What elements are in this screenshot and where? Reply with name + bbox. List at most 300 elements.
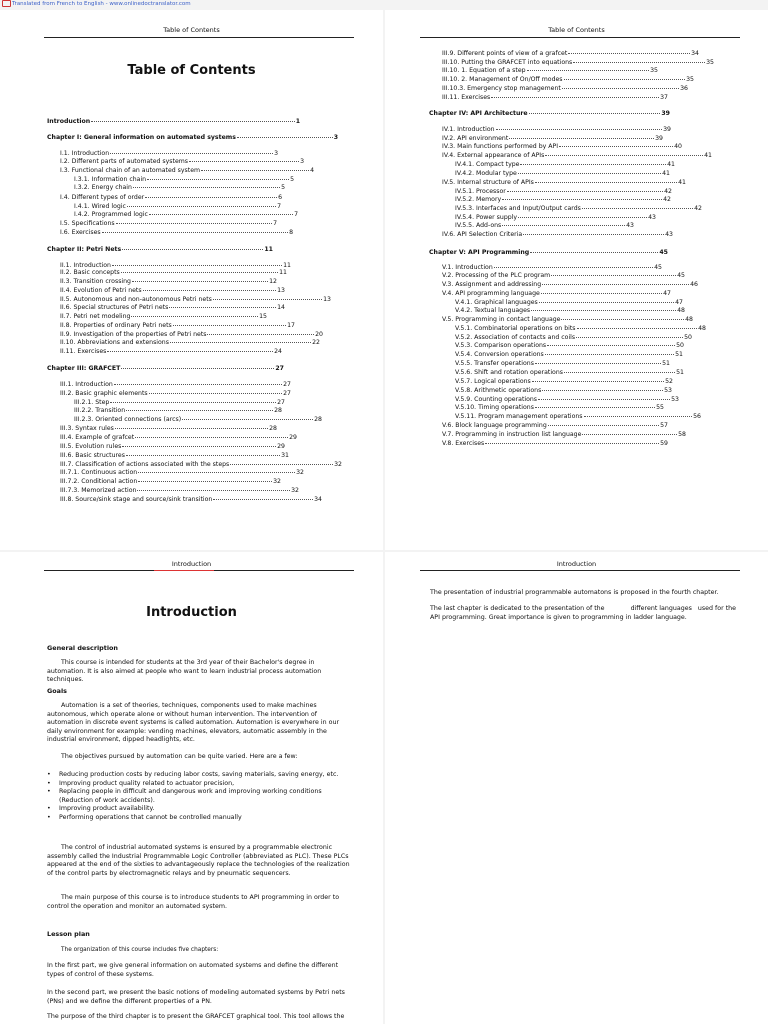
toc-page-number: 6 bbox=[278, 194, 282, 201]
toc-page-number: 27 bbox=[283, 381, 291, 388]
toc-page-number: 32 bbox=[273, 478, 281, 485]
toc-entry[interactable] bbox=[47, 118, 300, 125]
toc-entry[interactable] bbox=[60, 304, 285, 311]
toc-leader-dots bbox=[547, 345, 675, 346]
toc-entry[interactable] bbox=[442, 67, 658, 74]
toc-entry-title: I.3. Functional chain of an automated system bbox=[60, 167, 201, 174]
toc-entry-title: V.2. Processing of the PLC program bbox=[442, 272, 551, 279]
toc-page-number: 48 bbox=[685, 316, 693, 323]
toc-entry[interactable] bbox=[442, 440, 668, 447]
toc-page-number: 14 bbox=[277, 304, 285, 311]
toc-leader-dots bbox=[213, 499, 313, 500]
toc-entry-title: II.9. Investigation of the properties of Petri nets bbox=[60, 331, 207, 338]
toc-entry-title: I.3.2. Energy chain bbox=[74, 184, 132, 191]
toc-entry-title: V.5.9. Counting operations bbox=[455, 396, 538, 403]
toc-leader-dots bbox=[237, 137, 333, 138]
toc-page-number: 42 bbox=[664, 188, 672, 195]
toc-leader-dots bbox=[131, 316, 258, 317]
toc-entry-title: III.10. Putting the GRAFCET into equations bbox=[442, 59, 573, 66]
toc-leader-dots bbox=[545, 354, 674, 355]
toc-page-number: 58 bbox=[678, 431, 686, 438]
toc-page-number: 27 bbox=[275, 365, 284, 372]
toc-entry[interactable] bbox=[442, 94, 668, 101]
toc-page-number: 48 bbox=[677, 307, 685, 314]
objectives-list bbox=[47, 771, 353, 823]
running-header: Introduction bbox=[171, 560, 212, 568]
toc-entry-title: V.5.10. Timing operations bbox=[455, 404, 534, 411]
toc-entry-title: V.5. Programming in contact language bbox=[442, 316, 561, 323]
toc-entry[interactable] bbox=[60, 339, 320, 346]
toc-entry[interactable] bbox=[60, 425, 277, 432]
toc-leader-dots bbox=[542, 390, 663, 391]
toc-leader-dots bbox=[116, 223, 272, 224]
toc-entry-title: III.9. Different points of view of a grafcet bbox=[442, 50, 568, 57]
toc-entry-title: IV.4.1. Compact type bbox=[455, 161, 520, 168]
toc-page-number: 11 bbox=[283, 262, 291, 269]
toc-page-number: 36 bbox=[680, 85, 688, 92]
toc-entry-title: II.2. Basic concepts bbox=[60, 269, 120, 276]
toc-leader-dots bbox=[584, 416, 693, 417]
toc-page-number: 5 bbox=[290, 176, 294, 183]
toc-page-number: 35 bbox=[650, 67, 658, 74]
toc-entry-title: III.2.1. Step bbox=[74, 399, 110, 406]
toc-entry-title: I.4.2. Programmed logic bbox=[74, 211, 148, 218]
toc-leader-dots bbox=[149, 214, 293, 215]
toc-entry[interactable] bbox=[60, 434, 297, 441]
toc-entry-title: IV.1. Introduction bbox=[442, 126, 495, 133]
toc-page-number: 34 bbox=[691, 50, 699, 57]
toc-page-number: 37 bbox=[660, 94, 668, 101]
toc-entry-title: III.4. Example of grafcet bbox=[60, 434, 135, 441]
toc-leader-dots bbox=[189, 161, 299, 162]
toc-page-number: 3 bbox=[300, 158, 304, 165]
toc-leader-dots bbox=[494, 267, 653, 268]
toc-page-number: 52 bbox=[665, 378, 673, 385]
toc-entry-title: II.11. Exercises bbox=[60, 348, 107, 355]
toc-entry-title: I.1. Introduction bbox=[60, 150, 110, 157]
toc-entry-title: II.5. Autonomous and non-autonomous Petri nets bbox=[60, 296, 212, 303]
toc-entry[interactable] bbox=[429, 249, 668, 256]
toc-leader-dots bbox=[121, 368, 274, 369]
toc-page-number: 13 bbox=[277, 287, 285, 294]
running-header: Table of Contents bbox=[548, 26, 605, 34]
header-rule bbox=[44, 570, 354, 571]
toc-page-number: 3 bbox=[333, 134, 338, 141]
toc-entry-title: I.4. Different types of order bbox=[60, 194, 145, 201]
toc-entry[interactable] bbox=[455, 188, 672, 195]
toc-page-number: 11 bbox=[264, 246, 273, 253]
toc-page-number: 11 bbox=[279, 269, 287, 276]
toc-entry[interactable] bbox=[60, 322, 295, 329]
toc-entry-title: V.5.5. Transfer operations bbox=[455, 360, 534, 367]
toc-entry[interactable] bbox=[455, 299, 683, 306]
toc-entry-title: I.3.1. Information chain bbox=[74, 176, 147, 183]
toc-page-number: 51 bbox=[676, 369, 684, 376]
toc-leader-dots bbox=[207, 334, 314, 335]
toc-entry[interactable] bbox=[442, 422, 668, 429]
toc-entry-title: Chapter V: API Programming bbox=[429, 249, 530, 256]
toc-leader-dots bbox=[548, 425, 659, 426]
toc-leader-dots bbox=[527, 70, 650, 71]
toc-page-number: 29 bbox=[289, 434, 297, 441]
toc-entry[interactable] bbox=[47, 246, 273, 253]
toc-page-number: 47 bbox=[663, 290, 671, 297]
toc-entry[interactable] bbox=[455, 325, 706, 332]
toc-entry[interactable] bbox=[47, 365, 284, 372]
toc-entry[interactable] bbox=[442, 126, 671, 133]
toc-entry[interactable] bbox=[74, 176, 294, 183]
toc-entry[interactable] bbox=[455, 378, 673, 385]
toc-leader-dots bbox=[529, 113, 661, 114]
toc-leader-dots bbox=[518, 173, 661, 174]
running-header: Table of Contents bbox=[163, 26, 220, 34]
toc-entry[interactable] bbox=[47, 134, 338, 141]
toc-leader-dots bbox=[485, 443, 659, 444]
toc-entry[interactable] bbox=[442, 431, 686, 438]
translation-banner[interactable] bbox=[0, 0, 768, 8]
toc-entry-title: III.6. Basic structures bbox=[60, 452, 125, 459]
toc-entry-title: I.4.1. Wired logic bbox=[74, 203, 126, 210]
heading-goals: Goals bbox=[47, 687, 67, 695]
toc-entry[interactable] bbox=[442, 290, 671, 297]
toc-entry[interactable] bbox=[60, 150, 278, 157]
toc-entry-title: V.8. Exercises bbox=[442, 440, 485, 447]
toc-leader-dots bbox=[564, 79, 686, 80]
toc-entry[interactable] bbox=[60, 220, 277, 227]
purpose-text: The main purpose of this course is to introduce students to API programming in order to control the operation and monitor an automated system. bbox=[47, 894, 340, 910]
toc-entry-title: III.10.3. Emergency stop management bbox=[442, 85, 561, 92]
toc-entry-title: II.7. Petri net modeling bbox=[60, 313, 131, 320]
toc-entry-title: III.11. Exercises bbox=[442, 94, 491, 101]
toc-leader-dots bbox=[576, 337, 683, 338]
toc-leader-dots bbox=[122, 249, 263, 250]
toc-page-number: 24 bbox=[274, 348, 282, 355]
toc-leader-dots bbox=[502, 199, 662, 200]
toc-leader-dots bbox=[110, 153, 273, 154]
toc-leader-dots bbox=[213, 299, 322, 300]
toc-entry[interactable] bbox=[442, 50, 699, 57]
toc-entry-title: III.7.1. Continuous action bbox=[60, 469, 138, 476]
toc-leader-dots bbox=[138, 481, 272, 482]
toc-page-number: 27 bbox=[283, 390, 291, 397]
toc-leader-dots bbox=[182, 419, 313, 420]
toc-entry[interactable] bbox=[455, 334, 692, 341]
plan-part-2: In the second part, we present the basic notions of modeling automated systems by Petri nets (PNs) and we define the different properties of a PN. bbox=[47, 989, 345, 1005]
toc-entry-title: Introduction bbox=[47, 118, 91, 125]
toc-entry[interactable] bbox=[455, 307, 685, 314]
toc-entry[interactable] bbox=[60, 262, 291, 269]
toc-leader-dots bbox=[502, 225, 625, 226]
toc-entry[interactable] bbox=[442, 316, 693, 323]
toc-entry[interactable] bbox=[60, 269, 287, 276]
toc-entry[interactable] bbox=[455, 342, 684, 349]
toc-leader-dots bbox=[541, 293, 662, 294]
toc-entry-title: III.2. Basic graphic elements bbox=[60, 390, 148, 397]
toc-leader-dots bbox=[132, 281, 268, 282]
toc-entry[interactable] bbox=[60, 331, 323, 338]
toc-entry[interactable] bbox=[60, 348, 282, 355]
toc-entry[interactable] bbox=[60, 487, 299, 494]
toc-entry[interactable] bbox=[442, 143, 682, 150]
toc-entry-title: IV.3. Main functions performed by API bbox=[442, 143, 559, 150]
toc-entry-title: V.4.2. Textual languages bbox=[455, 307, 531, 314]
toc-leader-dots bbox=[532, 381, 664, 382]
toc-entry-title: V.5.2. Association of contacts and coils bbox=[455, 334, 576, 341]
toc-page-number: 41 bbox=[662, 170, 670, 177]
toc-page-number: 55 bbox=[656, 404, 664, 411]
plan-intro: The organization of this course includes five chapters: bbox=[61, 947, 219, 953]
toc-leader-dots bbox=[127, 206, 276, 207]
toc-entry[interactable] bbox=[442, 264, 662, 271]
general-description-text: This course is intended for students at the 3rd year of their Bachelor's degree in automation. It is also aimed at people who want to learn industrial process automation techniques. bbox=[47, 659, 322, 684]
toc-entry-title: I.5. Specifications bbox=[60, 220, 115, 227]
toc-entry[interactable] bbox=[455, 205, 702, 212]
toc-entry[interactable] bbox=[60, 390, 291, 397]
toc-entry-title: III.10. 1. Equation of a step bbox=[442, 67, 526, 74]
toc-entry[interactable] bbox=[442, 281, 698, 288]
toc-entry-title: III.8. Source/sink stage and source/sink transition bbox=[60, 496, 213, 503]
toc-entry-title: Chapter IV: API Architecture bbox=[429, 110, 528, 117]
toc-entry-title: IV.5. Internal structure of APIs bbox=[442, 179, 534, 186]
toc-entry-title: IV.4.2. Modular type bbox=[455, 170, 517, 177]
toc-entry-title: V.7. Programming in instruction list language bbox=[442, 431, 582, 438]
toc-page-number: 28 bbox=[269, 425, 277, 432]
toc-entry[interactable] bbox=[455, 351, 683, 358]
toc-entry[interactable] bbox=[60, 278, 277, 285]
toc-entry[interactable] bbox=[60, 158, 304, 165]
toc-entry[interactable] bbox=[60, 296, 331, 303]
toc-leader-dots bbox=[545, 155, 703, 156]
toc-page-number: 43 bbox=[626, 222, 634, 229]
toc-entry-title: V.5.8. Arithmetic operations bbox=[455, 387, 542, 394]
toc-entry[interactable] bbox=[455, 404, 664, 411]
toc-page-number: 41 bbox=[704, 152, 712, 159]
list-item: • Improving product quality related to actuator precision, bbox=[47, 780, 353, 789]
toc-entry-title: V.5.3. Comparison operations bbox=[455, 342, 547, 349]
toc-leader-dots bbox=[133, 187, 280, 188]
page-title: Introduction bbox=[146, 605, 237, 620]
toc-page-number: 7 bbox=[277, 203, 281, 210]
toc-leader-dots bbox=[137, 490, 290, 491]
toc-leader-dots bbox=[568, 53, 690, 54]
toc-entry[interactable] bbox=[60, 443, 285, 450]
toc-leader-dots bbox=[562, 88, 679, 89]
toc-entry[interactable] bbox=[455, 161, 675, 168]
toc-leader-dots bbox=[496, 129, 663, 130]
toc-entry-title: IV.5.2. Memory bbox=[455, 196, 502, 203]
toc-page-number: 5 bbox=[281, 184, 285, 191]
toc-page-number: 7 bbox=[273, 220, 277, 227]
toc-entry-title: V.4. API programming language bbox=[442, 290, 540, 297]
toc-entry[interactable] bbox=[442, 179, 686, 186]
toc-entry[interactable] bbox=[455, 396, 679, 403]
toc-page-number: 45 bbox=[654, 264, 662, 271]
toc-entry-title: III.7. Classification of actions associated with the steps bbox=[60, 461, 230, 468]
toc-entry[interactable] bbox=[60, 229, 293, 236]
toc-entry[interactable] bbox=[455, 170, 670, 177]
toc-entry[interactable] bbox=[60, 313, 267, 320]
toc-entry[interactable] bbox=[455, 387, 672, 394]
toc-page-number: 40 bbox=[674, 143, 682, 150]
toc-entry-title: III.5. Evolution rules bbox=[60, 443, 122, 450]
toc-entry[interactable] bbox=[455, 222, 634, 229]
toc-entry[interactable] bbox=[74, 211, 298, 218]
toc-entry-title: V.5.1. Combinatorial operations on bits bbox=[455, 325, 576, 332]
toc-entry-title: V.4.1. Graphical languages bbox=[455, 299, 538, 306]
toc-entry-title: V.5.4. Conversion operations bbox=[455, 351, 544, 358]
toc-page-number: 35 bbox=[686, 76, 694, 83]
toc-entry[interactable] bbox=[455, 413, 701, 420]
toc-page-number: 50 bbox=[676, 342, 684, 349]
toc-leader-dots bbox=[582, 434, 677, 435]
toc-page-number: 51 bbox=[662, 360, 670, 367]
toc-page-number: 45 bbox=[659, 249, 668, 256]
toc-entry-title: II.4. Evolution of Petri nets bbox=[60, 287, 142, 294]
toc-page-number: 45 bbox=[677, 272, 685, 279]
toc-page-number: 47 bbox=[675, 299, 683, 306]
toc-entry[interactable] bbox=[455, 214, 656, 221]
toc-entry[interactable] bbox=[74, 407, 282, 414]
toc-page-number: 46 bbox=[690, 281, 698, 288]
toc-entry[interactable] bbox=[60, 452, 289, 459]
toc-page-number: 12 bbox=[269, 278, 277, 285]
toc-entry[interactable] bbox=[74, 416, 322, 423]
toc-entry[interactable] bbox=[74, 203, 281, 210]
toc-leader-dots bbox=[147, 179, 289, 180]
toc-leader-dots bbox=[539, 302, 674, 303]
page-toc-1 bbox=[0, 10, 383, 550]
toc-entry[interactable] bbox=[429, 110, 670, 117]
header-rule bbox=[44, 37, 354, 38]
toc-entry-title: I.2. Different parts of automated systems bbox=[60, 158, 189, 165]
toc-entry[interactable] bbox=[442, 231, 673, 238]
toc-entry[interactable] bbox=[455, 196, 671, 203]
toc-entry-title: III.10. 2. Management of On/Off modes bbox=[442, 76, 563, 83]
toc-leader-dots bbox=[531, 310, 676, 311]
toc-page-number: 31 bbox=[281, 452, 289, 459]
list-item: • Performing operations that cannot be controlled manually bbox=[47, 814, 353, 823]
toc-leader-dots bbox=[121, 272, 278, 273]
toc-entry[interactable] bbox=[60, 381, 291, 388]
last-chapter-text: The last chapter is dedicated to the presentation of the different languages used for the API programming. Great importance is given to programming in ladder language. bbox=[430, 605, 737, 621]
toc-leader-dots bbox=[122, 446, 276, 447]
toc-page-number: 32 bbox=[334, 461, 342, 468]
toc-entry[interactable] bbox=[455, 369, 684, 376]
toc-entry[interactable] bbox=[442, 59, 714, 66]
toc-page-number: 13 bbox=[323, 296, 331, 303]
toc-entry[interactable] bbox=[60, 287, 285, 294]
toc-leader-dots bbox=[573, 62, 705, 63]
toc-leader-dots bbox=[169, 307, 276, 308]
toc-page-number: 20 bbox=[315, 331, 323, 338]
toc-page-number: 50 bbox=[684, 334, 692, 341]
toc-leader-dots bbox=[564, 372, 675, 373]
toc-page-number: 29 bbox=[277, 443, 285, 450]
toc-page-number: 28 bbox=[274, 407, 282, 414]
toc-leader-dots bbox=[491, 97, 659, 98]
page-introduction bbox=[0, 552, 383, 1024]
toc-page-number: 57 bbox=[660, 422, 668, 429]
toc-entry[interactable] bbox=[60, 469, 304, 476]
toc-entry[interactable] bbox=[60, 167, 314, 174]
toc-page-number: 32 bbox=[291, 487, 299, 494]
toc-entry-title: Chapter III: GRAFCET bbox=[47, 365, 121, 372]
toc-entry[interactable] bbox=[442, 152, 712, 159]
toc-entry-title: IV.5.1. Processor bbox=[455, 188, 506, 195]
toc-entry[interactable] bbox=[74, 184, 285, 191]
toc-entry-title: Chapter I: General information on automated systems bbox=[47, 134, 236, 141]
toc-page-number: 53 bbox=[671, 396, 679, 403]
toc-leader-dots bbox=[561, 319, 684, 320]
toc-leader-dots bbox=[507, 191, 663, 192]
toc-page-number: 34 bbox=[314, 496, 322, 503]
toc-leader-dots bbox=[110, 402, 276, 403]
toc-entry[interactable] bbox=[455, 360, 670, 367]
toc-entry-title: Chapter II: Petri Nets bbox=[47, 246, 122, 253]
toc-entry-title: II.1. Introduction bbox=[60, 262, 111, 269]
toc-page-number: 4 bbox=[310, 167, 314, 174]
toc-entry[interactable] bbox=[442, 85, 688, 92]
toc-leader-dots bbox=[112, 265, 282, 266]
toc-entry[interactable] bbox=[60, 194, 282, 201]
toc-page-number: 48 bbox=[698, 325, 706, 332]
heading-general-description: General description bbox=[47, 644, 118, 652]
toc-leader-dots bbox=[201, 170, 309, 171]
header-rule bbox=[420, 37, 740, 38]
toc-leader-dots bbox=[114, 384, 282, 385]
list-item: • Improving product availability. bbox=[47, 805, 353, 814]
toc-leader-dots bbox=[551, 275, 676, 276]
toc-entry[interactable] bbox=[442, 76, 694, 83]
toc-leader-dots bbox=[170, 342, 311, 343]
toc-page-number: 43 bbox=[665, 231, 673, 238]
plan-part-3: The purpose of the third chapter is to present the GRAFCET graphical tool. This tool allows the bbox=[47, 1013, 345, 1020]
toc-leader-dots bbox=[126, 410, 273, 411]
toc-leader-dots bbox=[149, 393, 283, 394]
header-rule bbox=[420, 570, 740, 571]
toc-page-number: 42 bbox=[694, 205, 702, 212]
toc-leader-dots bbox=[135, 437, 288, 438]
toc-leader-dots bbox=[530, 252, 658, 253]
list-item: • Reducing production costs by reducing labor costs, saving materials, saving energy, etc. bbox=[47, 771, 353, 780]
toc-entry-title: II.10. Abbreviations and extensions bbox=[60, 339, 169, 346]
toc-page-number: 3 bbox=[274, 150, 278, 157]
toc-entry-title: V.5.11. Program management operations bbox=[455, 413, 583, 420]
toc-entry[interactable] bbox=[60, 496, 322, 503]
toc-entry-title: III.2.2. Transition bbox=[74, 407, 126, 414]
toc-page-number: 39 bbox=[661, 110, 670, 117]
toc-page-number: 35 bbox=[706, 59, 714, 66]
toc-leader-dots bbox=[577, 328, 698, 329]
toc-entry-title: II.3. Transition crossing bbox=[60, 278, 131, 285]
toc-page-number: 59 bbox=[660, 440, 668, 447]
toc-leader-dots bbox=[535, 182, 677, 183]
toc-leader-dots bbox=[538, 399, 670, 400]
toc-entry[interactable] bbox=[442, 272, 685, 279]
toc-entry-title: V.1. Introduction bbox=[442, 264, 493, 271]
toc-page-number: 39 bbox=[655, 135, 663, 142]
toc-entry-title: V.6. Block language programming bbox=[442, 422, 547, 429]
toc-entry[interactable] bbox=[60, 461, 342, 468]
banner-text: Translated from French to English - www.onlinedoctranslator.com bbox=[12, 1, 191, 7]
toc-entry-title: III.7.3. Memorized action bbox=[60, 487, 137, 494]
toc-entry[interactable] bbox=[442, 135, 663, 142]
toc-entry[interactable] bbox=[74, 399, 285, 406]
document-translate-icon bbox=[2, 0, 11, 7]
toc-leader-dots bbox=[143, 290, 277, 291]
toc-entry[interactable] bbox=[60, 478, 281, 485]
plan-part-1: In the first part, we give general information on automated systems and define the different types of control of these systems. bbox=[47, 962, 339, 978]
